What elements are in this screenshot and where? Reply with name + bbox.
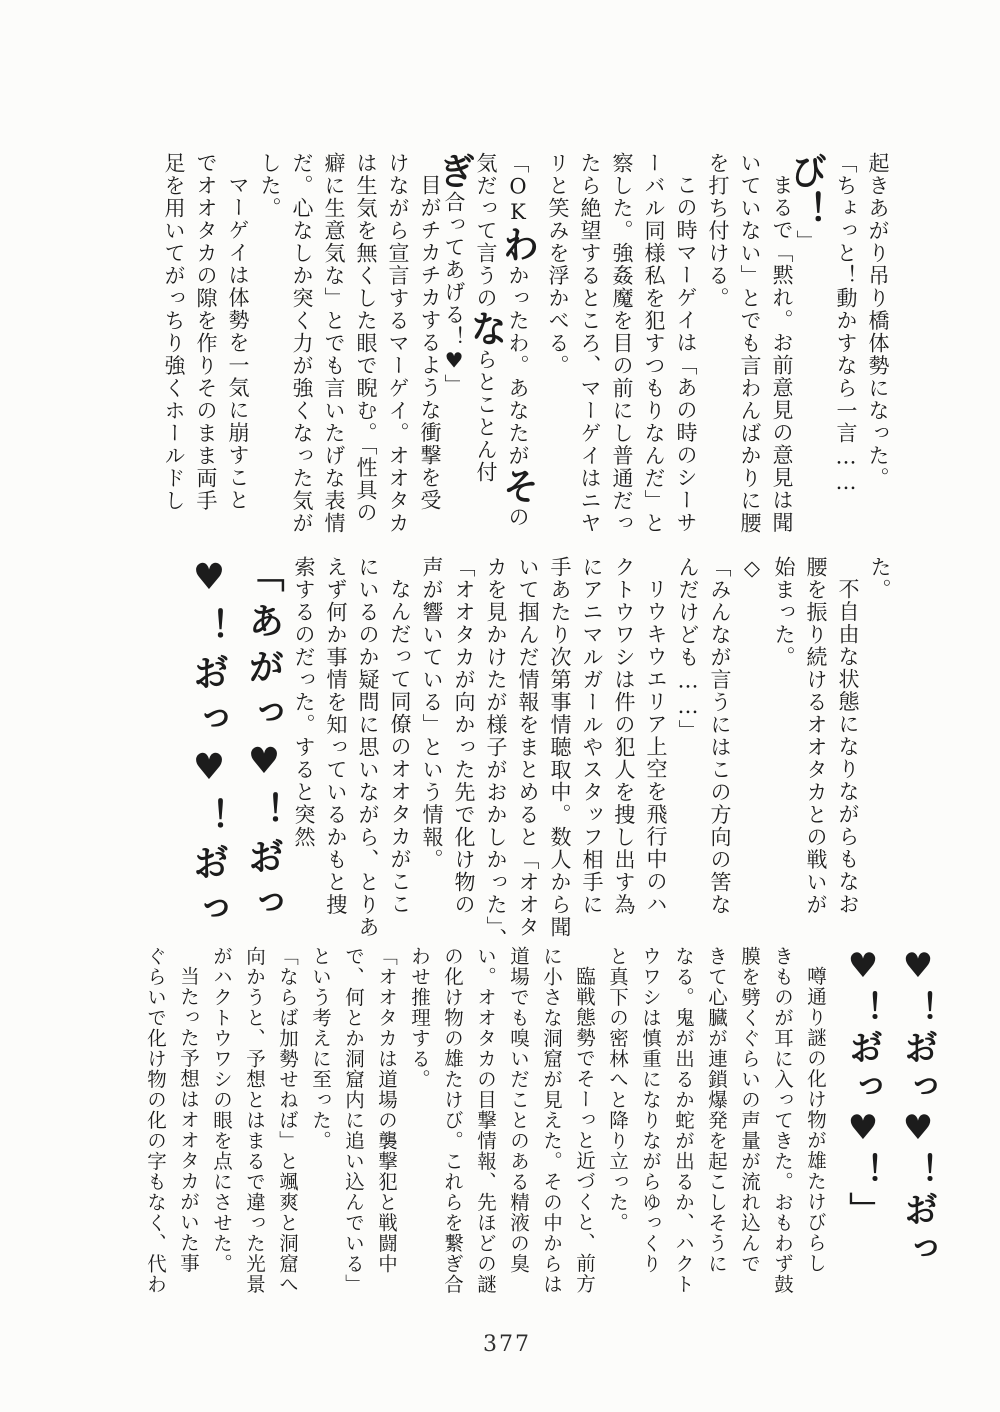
text-run: 道場でも嗅いだことのある精液の臭 — [507, 946, 530, 1274]
text-column — [824, 152, 856, 550]
text-column — [442, 556, 474, 952]
text-band-top — [152, 152, 888, 550]
text-column — [496, 152, 540, 550]
moan-text-column — [227, 556, 285, 952]
text-column — [429, 946, 462, 1308]
text-run: 臨戦態勢でそーっと近づくと、前方 — [573, 966, 596, 1294]
text-run: にアニマルガールやスタッフ相手に — [580, 556, 604, 916]
text-run: 当たった予想はオオタカがいた事 — [177, 966, 200, 1274]
text-run: この時マーゲイは「あの時のシーサ — [674, 174, 698, 534]
text-run: いて掴んだ情報をまとめると「オオタ — [516, 556, 540, 939]
text-column — [330, 946, 363, 1308]
text-run: 起きあがり吊り橋体勢になった。 — [866, 152, 890, 490]
text-run: 「OK — [506, 152, 530, 226]
text-run: 膜を劈くぐらいの声量が流れ込んで — [738, 946, 761, 1274]
text-column — [495, 946, 528, 1308]
page-number: 377 — [483, 1332, 531, 1357]
text-column — [264, 946, 297, 1308]
text-run: クトウワシは件の犯人を捜し出す為 — [612, 556, 636, 916]
text-column — [396, 946, 429, 1308]
emphasis-text-run: な — [464, 309, 508, 349]
text-column — [344, 152, 376, 550]
text-run: 腰を振り続けるオオタカとの戦いが — [804, 556, 828, 916]
text-column — [634, 578, 666, 952]
text-run: ぐらいで化け物の化の字もなく、代わ — [144, 946, 167, 1295]
text-column — [312, 152, 344, 550]
text-column — [410, 556, 442, 952]
moan-text-column — [825, 946, 883, 1308]
text-column — [600, 152, 632, 550]
text-column — [282, 556, 314, 952]
text-column — [858, 556, 890, 952]
text-run: リと笑みを浮かべる。 — [546, 152, 570, 377]
moan-text-column — [172, 556, 230, 952]
text-column — [474, 556, 506, 952]
text-run: 「オオタカは道場の襲撃犯と戦闘中 — [375, 946, 398, 1274]
text-column — [632, 152, 664, 550]
text-column — [538, 556, 570, 952]
text-run: 癖に生意気な」とでも言いたげな表情 — [322, 152, 346, 535]
emphasis-text-run: び！ — [784, 152, 828, 230]
text-run: した。 — [258, 152, 282, 220]
text-run: リウキウエリア上空を飛行中のハ — [644, 578, 668, 916]
text-run: マーゲイは体勢を一気に崩すこと — [226, 174, 250, 512]
text-column — [280, 152, 312, 550]
text-run: かったわ。あなたが — [506, 264, 530, 467]
text-run: で、何とか洞窟内に追い込んでいる」 — [342, 946, 365, 1295]
text-run: ウワシは慎重になりながらゆっくり — [639, 946, 662, 1274]
text-column — [666, 556, 698, 952]
moan-text-column — [880, 946, 938, 1308]
text-column — [696, 152, 728, 550]
text-run: えず何か事情を知っているかもと捜 — [324, 556, 348, 916]
text-column — [726, 946, 759, 1308]
text-run: ♥！お゙っ♥！」 — [843, 946, 883, 1231]
text-run: 始まった。 — [772, 556, 796, 669]
text-run: にいるのか疑問に思いながら、とりあ — [356, 556, 380, 939]
text-column — [760, 174, 792, 550]
text-run: たら絶望するところ、マーゲイはニヤ — [578, 152, 602, 535]
text-run: た。 — [868, 556, 892, 601]
text-run: でオオタカの隙を作りそのまま両手 — [194, 152, 218, 512]
text-run: の化け物の雄たけび。これらを繋ぎ合 — [441, 946, 464, 1295]
text-run: まるで「黙れ。お前意見の意見は聞 — [770, 174, 794, 534]
text-column — [363, 946, 396, 1308]
text-column — [536, 152, 568, 550]
text-run: 声が響いている」という情報。 — [420, 556, 444, 871]
text-run: 「みんなが言うにはこの方向の筈な — [708, 556, 732, 916]
text-run: を打ち付ける。 — [706, 152, 730, 310]
text-run: に小さな洞窟が見えた。その中からは — [540, 946, 563, 1295]
text-run: だ。心なしか突く力が強くなった気が — [290, 152, 314, 535]
text-run: わせ推理する。 — [408, 946, 431, 1090]
text-column — [314, 556, 346, 952]
text-column — [152, 152, 184, 550]
text-run: がハクトウワシの眼を点にさせた。 — [210, 946, 233, 1274]
text-run: きものが耳に入ってきた。おもわず鼓 — [771, 946, 794, 1295]
text-column — [730, 556, 762, 952]
text-run: 足を用いてがっちり強くホールドし — [162, 152, 186, 512]
text-column — [408, 174, 440, 550]
text-column — [184, 152, 216, 550]
text-column — [568, 152, 600, 550]
text-run: 「ちょっと！動かすなら一言…… — [834, 152, 858, 496]
text-run: 目がチカチカするような衝撃を受 — [418, 174, 442, 512]
text-column — [132, 946, 165, 1308]
emphasis-text-run: ぎ — [432, 152, 476, 191]
text-column — [248, 152, 280, 550]
text-run: 「あがっ♥！お゙っ — [243, 556, 285, 930]
text-column — [856, 152, 888, 550]
text-run: きて心臓が連鎖爆発を起こしそうに — [705, 946, 728, 1274]
text-run: いていない」とでも言わんばかりに腰 — [738, 152, 762, 535]
text-column — [693, 946, 726, 1308]
text-column — [660, 946, 693, 1308]
text-column — [594, 946, 627, 1308]
text-column — [297, 946, 330, 1308]
text-run: 噂通り謎の化け物が雄たけびらし — [804, 966, 827, 1274]
text-run: なる。鬼が出るか蛇が出るか、ハクト — [672, 946, 695, 1295]
text-column — [698, 556, 730, 952]
text-run: と真下の密林へと降り立った。 — [606, 946, 629, 1233]
text-run: ◇ — [740, 556, 764, 582]
text-column — [784, 152, 828, 550]
emphasis-text-run: わ — [496, 225, 540, 265]
text-run: 索するのだった。すると突然 — [292, 556, 316, 849]
text-column — [561, 966, 594, 1308]
text-run: の — [506, 506, 530, 529]
text-column — [378, 578, 410, 952]
text-run: は生気を無くした眼で睨む。「性具の — [354, 152, 378, 524]
text-column — [216, 174, 248, 550]
text-column — [165, 966, 198, 1308]
text-column — [462, 946, 495, 1308]
text-band-middle — [172, 556, 890, 952]
text-column — [346, 556, 378, 952]
text-column — [198, 946, 231, 1308]
text-column — [759, 946, 792, 1308]
text-column — [792, 966, 825, 1308]
text-column — [602, 556, 634, 952]
text-run: 「ならば加勢せねば」と颯爽と洞窟へ — [276, 946, 299, 1295]
text-column — [627, 946, 660, 1308]
text-column — [762, 556, 794, 952]
text-run: なんだって同僚のオオタカがここ — [388, 578, 412, 916]
text-column — [528, 946, 561, 1308]
text-run: ♥！お゙っ♥！お゙っ — [898, 946, 938, 1270]
text-run: ーバル同様私を犯すつもりなんだ」と — [642, 152, 666, 535]
text-column — [794, 556, 826, 952]
text-run: けながら宣言するマーゲイ。オオタカ — [386, 152, 410, 535]
text-column — [728, 152, 760, 550]
text-band-bottom — [132, 946, 938, 1308]
text-column — [570, 556, 602, 952]
text-run: 気だって言うの — [474, 152, 498, 310]
emphasis-text-run: そ — [496, 467, 540, 506]
text-run: 」 — [794, 230, 818, 253]
text-run: 合ってあげる！♥」 — [442, 191, 466, 397]
text-run: 向かうと、予想とはまるで違った光景 — [243, 946, 266, 1295]
text-column — [826, 578, 858, 952]
text-run: という考えに至った。 — [309, 946, 332, 1151]
text-run: らとことん付 — [474, 348, 498, 484]
text-column — [506, 556, 538, 952]
text-run: んだけども……」 — [676, 556, 700, 742]
text-run: カを見かけたが様子がおかしかった」、 — [484, 556, 508, 951]
text-column — [664, 174, 696, 550]
text-column — [376, 152, 408, 550]
text-run: 不自由な状態になりながらもなお — [836, 578, 860, 916]
text-run: 察した。強姦魔を目の前にし普通だっ — [610, 152, 634, 535]
text-run: 「オオタカが向かった先で化け物の — [452, 556, 476, 916]
text-column — [231, 946, 264, 1308]
text-run: ♥！お゙っ♥！お゙っ — [188, 556, 230, 936]
text-run: 手あたり次第事情聴取中。数人から聞 — [548, 556, 572, 939]
text-run: い。オオタカの目撃情報、先ほどの謎 — [474, 946, 497, 1295]
